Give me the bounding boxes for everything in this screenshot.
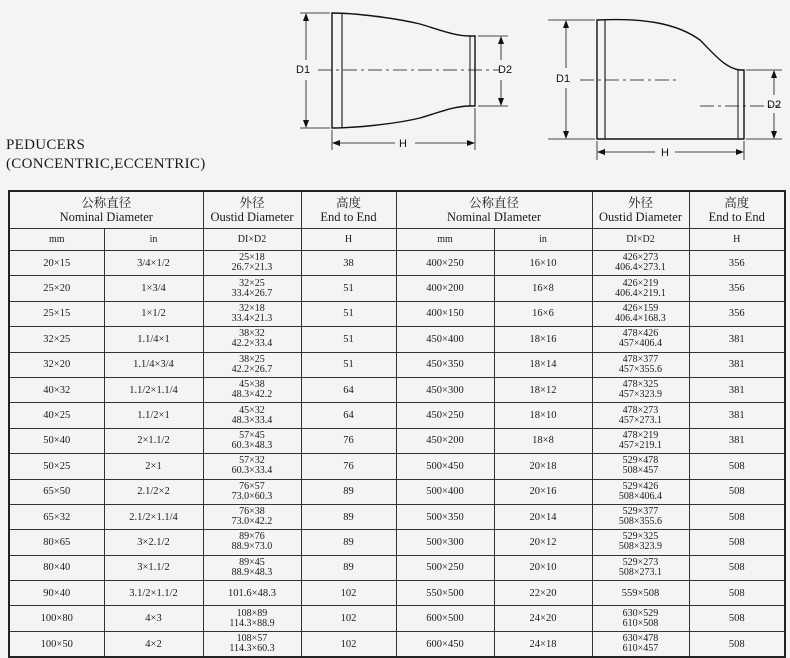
cell-nominal-in-left: 2×1.1/2	[104, 428, 203, 453]
table-row	[9, 504, 785, 529]
cell-nominal-mm-left: 80×65	[9, 530, 104, 555]
cell-od-left-line-2: 88.9×48.3	[231, 566, 273, 578]
d1-label-eccentric: D1	[556, 73, 571, 85]
reducer-table-container	[8, 190, 784, 658]
cell-height-left: 76	[301, 454, 396, 479]
cell-nominal-mm-left: 32×25	[9, 327, 104, 352]
cell-od-right-line-1: 426×219	[622, 277, 659, 289]
cell-od-left-line-2: 73.0×60.3	[231, 490, 273, 502]
header-height-right	[689, 191, 785, 229]
cell-od-right-line-1: 529×325	[622, 531, 659, 543]
cell-nominal-in-left: 3/4×1/2	[104, 251, 203, 276]
unit-h: H	[689, 229, 785, 251]
cell-od-left	[203, 581, 301, 606]
cell-od-left	[203, 403, 301, 428]
cell-nominal-in-left: 3×1.1/2	[104, 555, 203, 580]
cell-od-left	[203, 352, 301, 377]
cell-nominal-in-right: 20×14	[494, 504, 592, 529]
cell-od-left-line-1: 108×57	[236, 633, 268, 645]
table-row	[9, 403, 785, 428]
cell-od-right-line-1: 478×377	[622, 353, 659, 365]
header-nominal-left	[9, 191, 203, 229]
cell-nominal-mm-right: 600×450	[396, 631, 494, 657]
page-title	[6, 136, 206, 174]
d1-label: D1	[296, 64, 311, 76]
cell-nominal-in-right: 18×10	[494, 403, 592, 428]
cell-od-right	[592, 377, 689, 402]
cell-nominal-in-left: 2.1/2×1.1/4	[104, 504, 203, 529]
cell-od-left	[203, 555, 301, 580]
table-row	[9, 428, 785, 453]
cell-height-right: 356	[689, 276, 785, 301]
cell-nominal-in-left: 3.1/2×1.1/2	[104, 581, 203, 606]
cell-nominal-in-right: 20×18	[494, 454, 592, 479]
header-od-en: Oustid Diameter	[599, 210, 682, 224]
unit-mm: mm	[396, 229, 494, 251]
cell-od-right-line-2: 610×508	[622, 617, 659, 629]
cell-od-right-line-1: 478×325	[622, 379, 659, 391]
table-row	[9, 301, 785, 326]
header-od-cn: 外径	[627, 195, 653, 210]
cell-nominal-mm-left: 25×20	[9, 276, 104, 301]
cell-height-right: 381	[689, 377, 785, 402]
cell-od-right-line-1: 478×426	[622, 328, 659, 340]
title-line-2: (CONCENTRIC,ECCENTRIC)	[6, 156, 206, 172]
cell-od-left-line-1: 38×32	[239, 328, 265, 340]
cell-od-left	[203, 479, 301, 504]
cell-od-left-line-1: 76×38	[239, 506, 265, 518]
table-row	[9, 606, 785, 631]
cell-nominal-mm-left: 40×32	[9, 377, 104, 402]
cell-od-right-line-1: 559×508	[621, 587, 660, 599]
cell-nominal-mm-right: 450×200	[396, 428, 494, 453]
table-row	[9, 530, 785, 555]
cell-nominal-mm-left: 80×40	[9, 555, 104, 580]
cell-height-left: 51	[301, 301, 396, 326]
unit-dixd2: DI×D2	[592, 229, 689, 251]
cell-height-left: 102	[301, 606, 396, 631]
cell-od-left-line-2: 33.4×21.3	[231, 312, 273, 324]
header-nominal-cn: 公称直径	[81, 195, 132, 210]
cell-od-left-line-1: 32×25	[239, 277, 265, 289]
cell-od-right-line-2: 457×219.1	[618, 439, 663, 451]
cell-od-left-line-1: 32×18	[239, 302, 265, 314]
cell-od-right-line-2: 457×323.9	[618, 389, 663, 401]
cell-od-left-line-1: 57×32	[239, 455, 265, 467]
cell-nominal-mm-right: 450×300	[396, 377, 494, 402]
cell-od-left-line-1: 89×76	[239, 531, 265, 543]
cell-od-right-line-1: 630×478	[622, 633, 659, 645]
cell-nominal-in-right: 18×12	[494, 377, 592, 402]
cell-od-right	[592, 555, 689, 580]
cell-od-left	[203, 327, 301, 352]
unit-in: in	[494, 229, 592, 251]
concentric-reducer-drawing	[300, 13, 508, 150]
cell-height-left: 89	[301, 555, 396, 580]
cell-od-left-line-2: 60.3×33.4	[231, 465, 273, 477]
cell-od-left-line-2: 26.7×21.3	[231, 262, 273, 274]
cell-height-right: 508	[689, 555, 785, 580]
table-row	[9, 631, 785, 657]
cell-nominal-mm-left: 100×80	[9, 606, 104, 631]
table-row	[9, 479, 785, 504]
cell-nominal-mm-left: 25×15	[9, 301, 104, 326]
cell-height-right: 381	[689, 327, 785, 352]
cell-nominal-in-left: 1.1/2×1.1/4	[104, 377, 203, 402]
cell-od-left-line-1: 45×32	[239, 404, 265, 416]
cell-nominal-in-right: 16×10	[494, 251, 592, 276]
cell-od-left-line-1: 76×57	[239, 480, 265, 492]
cell-od-left	[203, 428, 301, 453]
header-height-en: End to End	[708, 210, 765, 224]
cell-nominal-mm-left: 40×25	[9, 403, 104, 428]
cell-nominal-in-left: 2×1	[104, 454, 203, 479]
cell-od-left	[203, 276, 301, 301]
table-row	[9, 276, 785, 301]
cell-od-right-line-2: 508×457	[622, 465, 659, 477]
header-nominal-en: Nominal DIameter	[446, 210, 542, 224]
cell-od-right-line-1: 630×529	[622, 607, 659, 619]
cell-nominal-mm-right: 550×500	[396, 581, 494, 606]
cell-od-left-line-2: 42.2×33.4	[231, 338, 273, 350]
header-height-en: End to End	[320, 210, 377, 224]
cell-nominal-in-right: 18×8	[494, 428, 592, 453]
cell-nominal-in-left: 1.1/2×1	[104, 403, 203, 428]
cell-nominal-mm-left: 100×50	[9, 631, 104, 657]
cell-nominal-mm-right: 400×150	[396, 301, 494, 326]
cell-height-left: 64	[301, 403, 396, 428]
cell-height-right: 508	[689, 479, 785, 504]
cell-od-right	[592, 606, 689, 631]
cell-nominal-mm-left: 65×50	[9, 479, 104, 504]
header-od-right	[592, 191, 689, 229]
cell-od-left-line-2: 33.4×26.7	[231, 287, 273, 299]
d2-label: D2	[498, 64, 513, 76]
d2-label-eccentric: D2	[767, 99, 782, 111]
cell-nominal-mm-left: 90×40	[9, 581, 104, 606]
cell-od-right	[592, 301, 689, 326]
title-line-1: PEDUCERS	[6, 137, 86, 153]
cell-od-right-line-1: 529×273	[622, 556, 659, 568]
unit-dixd2: DI×D2	[203, 229, 301, 251]
cell-od-right-line-2: 457×406.4	[618, 338, 663, 350]
header-height-left	[301, 191, 396, 229]
table-row	[9, 251, 785, 276]
cell-od-left-line-2: 60.3×48.3	[231, 439, 273, 451]
cell-nominal-mm-left: 50×40	[9, 428, 104, 453]
unit-in: in	[104, 229, 203, 251]
cell-height-left: 89	[301, 530, 396, 555]
table-row	[9, 352, 785, 377]
cell-height-left: 76	[301, 428, 396, 453]
cell-nominal-mm-right: 500×450	[396, 454, 494, 479]
cell-height-left: 102	[301, 581, 396, 606]
cell-od-left-line-1: 101.6×48.3	[228, 587, 276, 599]
cell-height-right: 508	[689, 504, 785, 529]
cell-od-right	[592, 454, 689, 479]
cell-od-left	[203, 454, 301, 479]
cell-od-left-line-2: 73.0×42.2	[231, 516, 273, 528]
cell-height-left: 64	[301, 377, 396, 402]
cell-nominal-in-left: 4×3	[104, 606, 203, 631]
cell-od-right-line-1: 478×273	[622, 404, 659, 416]
cell-od-left-line-2: 42.2×26.7	[231, 363, 273, 375]
cell-height-right: 508	[689, 530, 785, 555]
cell-nominal-in-right: 16×6	[494, 301, 592, 326]
header-nominal-right	[396, 191, 592, 229]
cell-nominal-in-right: 18×16	[494, 327, 592, 352]
cell-od-right-line-2: 457×273.1	[618, 414, 663, 426]
unit-h: H	[301, 229, 396, 251]
cell-od-right-line-2: 406.4×219.1	[615, 287, 666, 299]
cell-od-left	[203, 377, 301, 402]
cell-od-left-line-2: 88.9×73.0	[231, 541, 273, 553]
cell-nominal-mm-left: 32×20	[9, 352, 104, 377]
cell-od-right-line-1: 426×159	[622, 302, 659, 314]
cell-nominal-in-left: 2.1/2×2	[104, 479, 203, 504]
cell-nominal-mm-right: 500×250	[396, 555, 494, 580]
table-row	[9, 581, 785, 606]
cell-nominal-in-left: 1.1/4×3/4	[104, 352, 203, 377]
cell-od-right	[592, 276, 689, 301]
table-row	[9, 555, 785, 580]
cell-nominal-mm-right: 400×200	[396, 276, 494, 301]
eccentric-reducer-drawing	[548, 20, 782, 160]
cell-nominal-mm-right: 450×250	[396, 403, 494, 428]
cell-nominal-in-left: 4×2	[104, 631, 203, 657]
cell-nominal-in-right: 16×8	[494, 276, 592, 301]
cell-height-left: 102	[301, 631, 396, 657]
cell-od-right	[592, 479, 689, 504]
cell-od-left-line-1: 38×25	[239, 353, 265, 365]
header-od-left	[203, 191, 301, 229]
cell-od-left-line-1: 89×45	[239, 556, 265, 568]
cell-od-right-line-2: 508×355.6	[618, 516, 663, 528]
cell-od-right-line-1: 426×273	[622, 252, 659, 264]
cell-od-right	[592, 352, 689, 377]
unit-mm: mm	[9, 229, 104, 251]
header-od-en: Oustid Diameter	[210, 210, 294, 224]
header-nominal-en: Nominal Diameter	[59, 210, 153, 224]
cell-od-left	[203, 606, 301, 631]
cell-od-left-line-2: 114.3×88.9	[229, 617, 275, 629]
cell-height-right: 381	[689, 352, 785, 377]
cell-od-right	[592, 403, 689, 428]
cell-height-left: 38	[301, 251, 396, 276]
header-row-main	[9, 191, 785, 229]
cell-height-right: 381	[689, 403, 785, 428]
cell-nominal-mm-right: 450×350	[396, 352, 494, 377]
cell-od-right	[592, 251, 689, 276]
cell-od-left	[203, 301, 301, 326]
cell-nominal-in-right: 22×20	[494, 581, 592, 606]
cell-nominal-mm-left: 50×25	[9, 454, 104, 479]
cell-od-right-line-2: 508×273.1	[618, 566, 663, 578]
cell-od-right-line-1: 529×426	[622, 480, 659, 492]
cell-od-left	[203, 251, 301, 276]
cell-nominal-mm-right: 400×250	[396, 251, 494, 276]
cell-nominal-mm-left: 65×32	[9, 504, 104, 529]
cell-nominal-in-right: 20×12	[494, 530, 592, 555]
cell-od-left-line-2: 114.3×60.3	[229, 643, 275, 655]
cell-od-left-line-1: 108×89	[236, 607, 268, 619]
cell-od-left-line-2: 48.3×33.4	[231, 414, 273, 426]
cell-od-left-line-2: 48.3×42.2	[231, 389, 273, 401]
h-label-eccentric: H	[661, 147, 669, 159]
cell-nominal-in-left: 1×1/2	[104, 301, 203, 326]
cell-height-left: 89	[301, 504, 396, 529]
cell-od-right-line-1: 478×219	[622, 429, 659, 441]
cell-nominal-in-right: 20×10	[494, 555, 592, 580]
header-row-units	[9, 229, 785, 251]
cell-nominal-mm-right: 600×500	[396, 606, 494, 631]
cell-height-right: 508	[689, 581, 785, 606]
table-row	[9, 327, 785, 352]
cell-od-left	[203, 631, 301, 657]
header-height-cn: 高度	[335, 195, 361, 210]
h-label: H	[399, 138, 407, 150]
cell-od-right-line-2: 457×355.6	[618, 363, 663, 375]
cell-nominal-mm-left: 20×15	[9, 251, 104, 276]
cell-od-right-line-2: 610×457	[622, 643, 659, 655]
cell-nominal-in-left: 3×2.1/2	[104, 530, 203, 555]
cell-od-right	[592, 428, 689, 453]
cell-nominal-in-right: 24×18	[494, 631, 592, 657]
cell-od-right-line-2: 508×406.4	[618, 490, 663, 502]
cell-height-left: 51	[301, 276, 396, 301]
cell-od-left-line-1: 45×38	[239, 379, 265, 391]
cell-height-right: 356	[689, 301, 785, 326]
cell-od-left-line-1: 25×18	[239, 252, 265, 264]
cell-od-right	[592, 327, 689, 352]
cell-nominal-mm-right: 500×350	[396, 504, 494, 529]
cell-od-right	[592, 581, 689, 606]
cell-nominal-in-right: 20×16	[494, 479, 592, 504]
cell-nominal-in-left: 1×3/4	[104, 276, 203, 301]
table-row	[9, 377, 785, 402]
cell-nominal-mm-right: 500×300	[396, 530, 494, 555]
cell-height-left: 51	[301, 352, 396, 377]
cell-od-right-line-2: 406.4×168.3	[615, 312, 666, 324]
cell-height-right: 508	[689, 454, 785, 479]
cell-height-right: 508	[689, 606, 785, 631]
reducer-dimension-table	[8, 190, 786, 658]
cell-od-left	[203, 530, 301, 555]
cell-od-right	[592, 631, 689, 657]
header-nominal-cn: 公称直径	[468, 195, 519, 210]
cell-nominal-in-right: 18×14	[494, 352, 592, 377]
cell-od-right	[592, 504, 689, 529]
table-body	[9, 251, 785, 658]
cell-od-right	[592, 530, 689, 555]
cell-height-right: 508	[689, 631, 785, 657]
cell-nominal-mm-right: 500×400	[396, 479, 494, 504]
cell-od-right-line-2: 508×323.9	[618, 541, 663, 553]
header-od-cn: 外径	[239, 195, 265, 210]
cell-od-left-line-1: 57×45	[239, 429, 265, 441]
header-height-cn: 高度	[724, 195, 750, 210]
cell-height-left: 51	[301, 327, 396, 352]
cell-height-right: 356	[689, 251, 785, 276]
cell-od-right-line-1: 529×377	[622, 506, 659, 518]
table-row	[9, 454, 785, 479]
cell-od-left	[203, 504, 301, 529]
cell-nominal-mm-right: 450×400	[396, 327, 494, 352]
cell-height-left: 89	[301, 479, 396, 504]
cell-od-right-line-1: 529×478	[622, 455, 659, 467]
cell-nominal-in-right: 24×20	[494, 606, 592, 631]
cell-od-right-line-2: 406.4×273.1	[615, 262, 666, 274]
cell-height-right: 381	[689, 428, 785, 453]
cell-nominal-in-left: 1.1/4×1	[104, 327, 203, 352]
